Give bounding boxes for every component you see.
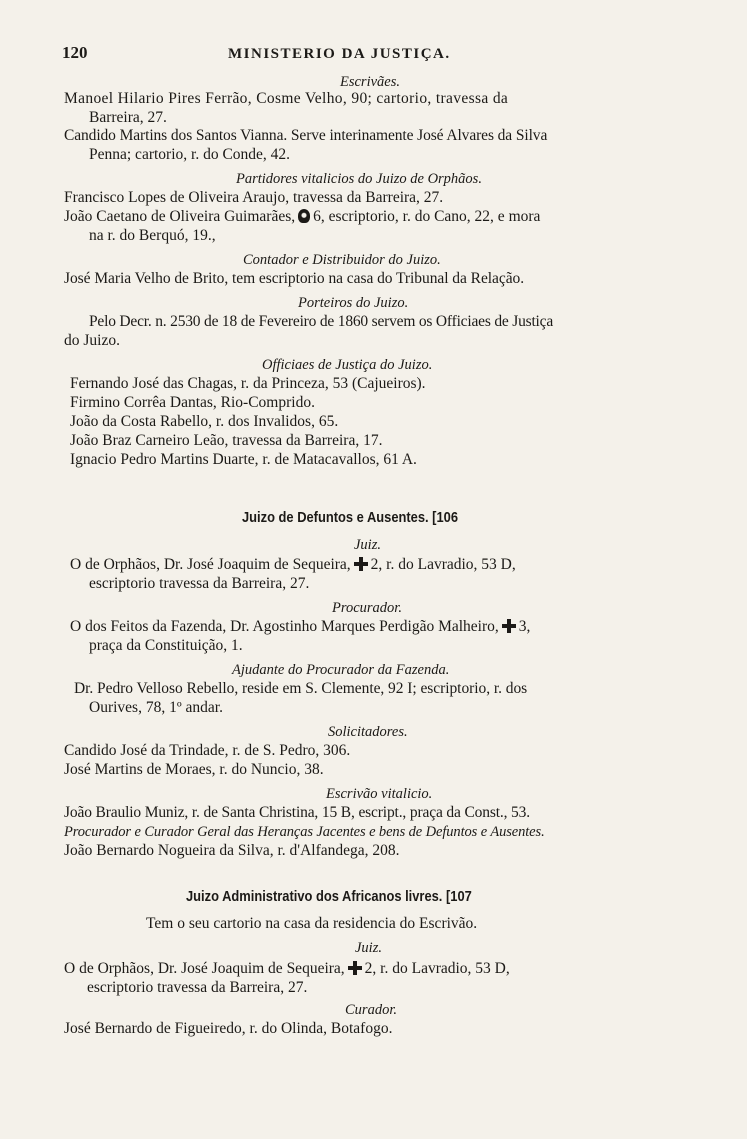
page-number: 120 <box>62 43 88 62</box>
heading-contador: Contador e Distribuidor do Juizo. <box>243 252 441 268</box>
text-line: escriptorio travessa da Barreira, 27. <box>89 575 310 592</box>
text-line: Firmino Corrêa Dantas, Rio-Comprido. <box>70 394 315 411</box>
heading-escrivaes: Escrivães. <box>340 74 400 90</box>
order-rose-icon <box>298 209 310 223</box>
text-line: Ignacio Pedro Martins Duarte, r. de Matacavallos, 61 A. <box>70 451 417 468</box>
text-line: Penna; cartorio, r. do Conde, 42. <box>89 146 291 163</box>
text-line: na r. do Berquó, 19., <box>89 227 216 244</box>
text-line: João Braz Carneiro Leão, travessa da Barreira, 17. <box>70 432 383 449</box>
heading-partidores: Partidores vitalicios do Juizo de Orphãos. <box>236 171 482 187</box>
text-line: José Martins de Moraes, r. do Nuncio, 38. <box>64 761 324 778</box>
text-line: Manoel Hilario Pires Ferrão, Cosme Velho, 90; cartorio, travessa da <box>64 90 509 107</box>
text-line: João da Costa Rabello, r. dos Invalidos, 65. <box>70 413 339 430</box>
heading-escrivao-vitalicio: Escrivão vitalicio. <box>326 786 433 802</box>
section-heading-africanos: Juizo Administrativo dos Africanos livres. [107 <box>186 888 472 905</box>
text-segment: João Caetano de Oliveira Guimarães, <box>64 208 296 225</box>
text-line: escriptorio travessa da Barreira, 27. <box>87 979 308 996</box>
heading-procurador: Procurador. <box>332 600 402 616</box>
text-line: Tem o seu cartorio na casa da residencia do Escrivão. <box>146 915 478 932</box>
text-segment: O de Orphãos, Dr. José Joaquim de Sequeira, <box>64 960 345 977</box>
text-line: Barreira, 27. <box>89 109 167 126</box>
text-segment: 2, r. do Lavradio, 53 D, <box>364 960 510 977</box>
text-line: Candido Martins dos Santos Vianna. Serve interinamente José Alvares da Silva <box>64 127 548 144</box>
text-segment: 2, r. do Lavradio, 53 D, <box>370 556 516 573</box>
order-cross-icon <box>502 619 516 633</box>
text-segment: O dos Feitos da Fazenda, Dr. Agostinho Marques Perdigão Malheiro, <box>70 618 499 635</box>
heading-ajudante: Ajudante do Procurador da Fazenda. <box>232 662 450 678</box>
text-line: Pelo Decr. n. 2530 de 18 de Fevereiro de 1860 servem os Officiaes de Justiça <box>89 313 554 330</box>
text-line-with-emblem <box>70 618 530 636</box>
text-segment: 3, <box>518 618 531 635</box>
page-header-title: MINISTERIO DA JUSTIÇA. <box>228 46 451 62</box>
text-line-with-emblem <box>64 960 510 978</box>
heading-porteiros: Porteiros do Juizo. <box>298 295 409 311</box>
heading-juiz: Juiz. <box>354 537 381 553</box>
text-line: João Braulio Muniz, r. de Santa Christina, 15 B, escript., praça da Const., 53. <box>64 804 530 821</box>
text-line: José Maria Velho de Brito, tem escriptorio na casa do Tribunal da Relação. <box>64 270 525 287</box>
text-line: Francisco Lopes de Oliveira Araujo, travessa da Barreira, 27. <box>64 189 444 206</box>
text-line: Candido José da Trindade, r. de S. Pedro, 306. <box>64 742 351 759</box>
heading-curador: Curador. <box>345 1002 397 1018</box>
section-heading-defuntos: Juizo de Defuntos e Ausentes. [106 <box>242 509 459 526</box>
text-segment: O de Orphãos, Dr. José Joaquim de Sequeira, <box>70 556 351 573</box>
text-line: Ourives, 78, 1º andar. <box>89 699 223 716</box>
order-cross-icon <box>354 557 368 571</box>
text-line: praça da Constituição, 1. <box>89 637 243 654</box>
heading-officiaes: Officiaes de Justiça do Juizo. <box>262 357 433 373</box>
text-line: José Bernardo de Figueiredo, r. do Olinda, Botafogo. <box>64 1020 393 1037</box>
heading-solicitadores: Solicitadores. <box>328 724 408 740</box>
text-line: Fernando José das Chagas, r. da Princeza, 53 (Cajueiros). <box>70 375 426 392</box>
text-line-with-emblem <box>64 208 540 226</box>
order-cross-icon <box>348 961 362 975</box>
text-line-with-emblem <box>70 556 516 574</box>
heading-juiz: Juiz. <box>355 940 382 956</box>
heading-curador-geral: Procurador e Curador Geral das Heranças Jacentes e bens de Defuntos e Ausentes. <box>64 824 545 840</box>
text-line: Dr. Pedro Velloso Rebello, reside em S. Clemente, 92 I; escriptorio, r. dos <box>74 680 528 697</box>
text-line: João Bernardo Nogueira da Silva, r. d'Alfandega, 208. <box>64 842 400 859</box>
text-segment: 6, escriptorio, r. do Cano, 22, e mora <box>313 208 541 225</box>
text-line: do Juizo. <box>64 332 120 349</box>
